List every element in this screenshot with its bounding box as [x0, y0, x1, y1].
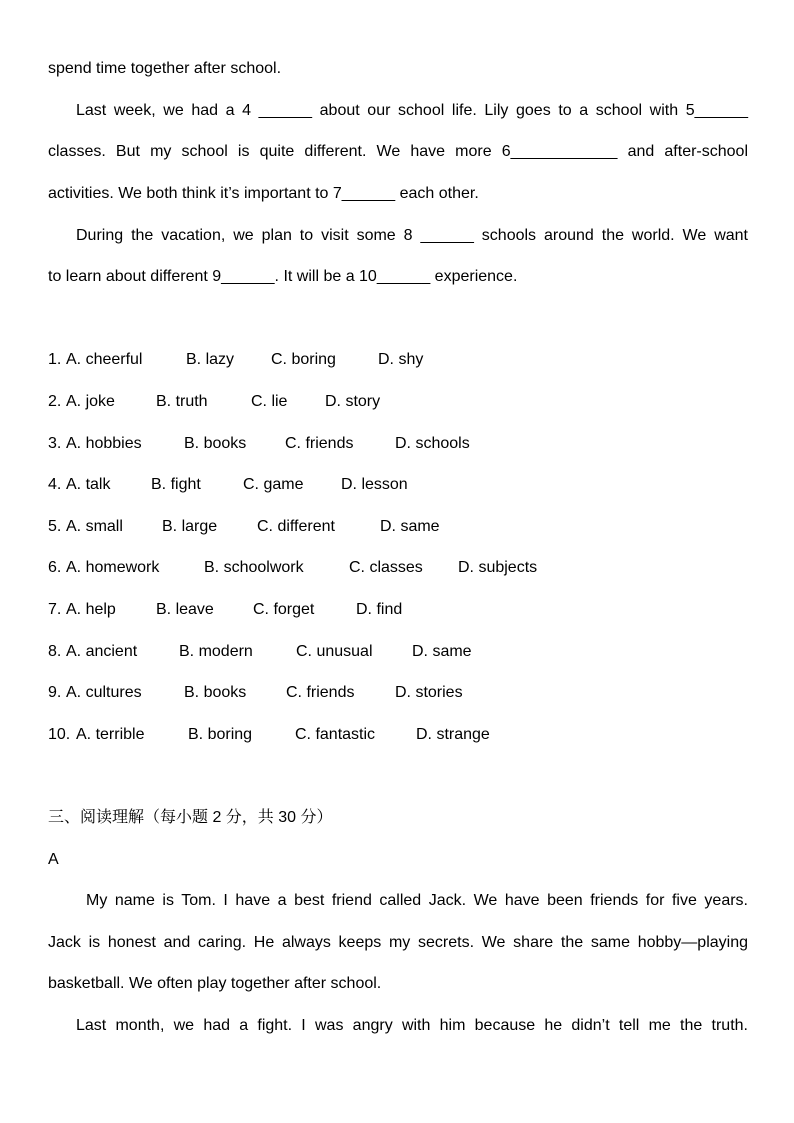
option-c: C. friends: [285, 435, 354, 452]
passage-line-6: to learn about different 9______. It will be a 10______ experience.: [48, 268, 518, 285]
question-number: 9.: [48, 684, 62, 701]
option-c: C. different: [257, 518, 335, 535]
option-b: B. fight: [151, 476, 201, 493]
question-number: 1.: [48, 351, 62, 368]
question-number: 3.: [48, 435, 62, 452]
question-row: [48, 642, 748, 662]
passage-line-1: spend time together after school.: [48, 60, 282, 77]
option-c: C. game: [243, 476, 304, 493]
option-a: A. small: [66, 518, 123, 535]
option-d: D. same: [380, 518, 440, 535]
option-d: D. stories: [395, 684, 463, 701]
reading-line-3: basketball. We often play together after school.: [48, 975, 382, 992]
question-number: 8.: [48, 643, 62, 660]
option-a: A. cheerful: [66, 351, 143, 368]
option-a: A. help: [66, 601, 116, 618]
question-number: 7.: [48, 601, 62, 618]
option-b: B. books: [184, 435, 247, 452]
passage-line-2: Last week, we had a 4 ______ about our school life. Lily goes to a school with 5______: [76, 102, 748, 119]
option-a: A. ancient: [66, 643, 138, 660]
reading-line-1: My name is Tom. I have a best friend called Jack. We have been friends for five years.: [86, 892, 748, 909]
option-d: D. shy: [378, 351, 424, 368]
question-row: [48, 475, 748, 495]
option-c: C. boring: [271, 351, 336, 368]
option-d: D. schools: [395, 435, 470, 452]
option-c: C. fantastic: [295, 726, 376, 743]
question-row: [48, 434, 748, 454]
option-d: D. find: [356, 601, 403, 618]
question-row: [48, 350, 748, 370]
reading-line-4: Last month, we had a fight. I was angry with him because he didn’t tell me the truth.: [76, 1017, 748, 1034]
section-heading: 三、阅读理解（每小题 2 分，共 30 分）: [48, 809, 333, 826]
question-row: [48, 517, 748, 537]
option-b: B. schoolwork: [204, 559, 304, 576]
passage-line-5: During the vacation, we plan to visit some 8 ______ schools around the world. We want: [76, 227, 748, 244]
option-b: B. modern: [179, 643, 253, 660]
option-c: C. forget: [253, 601, 315, 618]
reading-line-2: Jack is honest and caring. He always keeps my secrets. We share the same hobby—playing: [48, 934, 748, 951]
option-c: C. lie: [251, 393, 288, 410]
question-row: [48, 392, 748, 412]
option-a: A. joke: [66, 393, 115, 410]
option-d: D. strange: [416, 726, 490, 743]
option-a: A. talk: [66, 476, 111, 493]
option-b: B. books: [184, 684, 247, 701]
option-b: B. lazy: [186, 351, 235, 368]
question-row: [48, 600, 748, 620]
option-d: D. story: [325, 393, 381, 410]
question-row: [48, 683, 748, 703]
option-c: C. classes: [349, 559, 423, 576]
question-number: 6.: [48, 559, 62, 576]
option-d: D. subjects: [458, 559, 538, 576]
option-b: B. leave: [156, 601, 214, 618]
question-row: [48, 558, 748, 578]
passage-line-4: activities. We both think it’s important to 7______ each other.: [48, 185, 479, 202]
option-c: C. unusual: [296, 643, 373, 660]
question-row: [48, 725, 748, 745]
option-a: A. hobbies: [66, 435, 142, 452]
option-b: B. large: [162, 518, 218, 535]
part-label: A: [48, 851, 59, 868]
passage-line-3: classes. But my school is quite different. We have more 6____________ and after-school: [48, 143, 748, 160]
question-number: 5.: [48, 518, 62, 535]
option-a: A. homework: [66, 559, 160, 576]
option-c: C. friends: [286, 684, 355, 701]
option-b: B. boring: [188, 726, 253, 743]
question-number: 4.: [48, 476, 62, 493]
option-d: D. same: [412, 643, 472, 660]
question-number: 10.: [48, 726, 71, 743]
option-a: A. terrible: [76, 726, 145, 743]
option-d: D. lesson: [341, 476, 408, 493]
question-number: 2.: [48, 393, 62, 410]
option-a: A. cultures: [66, 684, 142, 701]
option-b: B. truth: [156, 393, 208, 410]
